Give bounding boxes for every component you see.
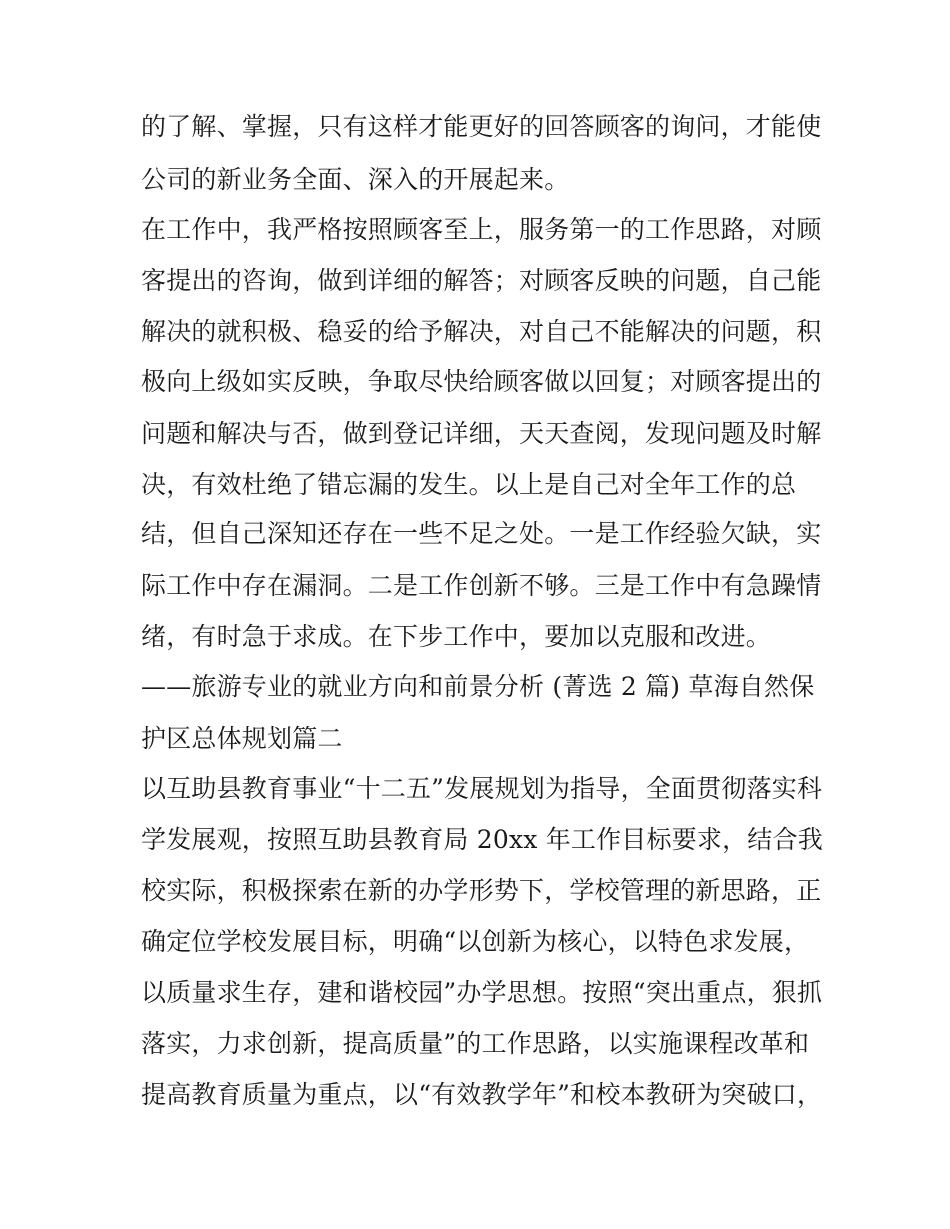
text-line: 学发展观，按照互助县教育局 20xx 年工作目标要求，结合我 [141,825,823,854]
text-line: 绪，有时急于求成。在下步工作中，要加以克服和改进。 [141,622,772,651]
text-line: 结，但自己深知还存在一些不足之处。一是工作经验欠缺，实 [141,519,822,548]
text-line: 决，有效杜绝了错忘漏的发生。以上是自己对全年工作的总 [141,470,797,499]
text-line: 在工作中，我严格按照顾客至上，服务第一的工作思路，对顾 [141,215,822,244]
text-line: 问题和解决与否，做到登记详细，天天查阅，发现问题及时解 [141,419,822,448]
section-heading: 护区总体规划篇二 [141,724,343,753]
text-line: 客提出的咨询，做到详细的解答；对顾客反映的问题，自己能 [141,266,822,295]
text-line: 确定位学校发展目标，明确“以创新为核心，以特色求发展， [141,927,810,956]
text-line: 解决的就积极、稳妥的给予解决，对自己不能解决的问题，积 [141,317,822,346]
text-line: 极向上级如实反映，争取尽快给顾客做以回复；对顾客提出的 [141,367,822,396]
text-line: 提高教育质量为重点，以“有效教学年”和校本教研为突破口， [141,1080,823,1109]
text-line: 以互助县教育事业“十二五”发展规划为指导，全面贯彻落实科 [141,774,823,803]
text-line: 校实际，积极探索在新的办学形势下，学校管理的新思路，正 [141,876,822,905]
text-line: 的了解、掌握，只有这样才能更好的回答顾客的询问，才能使 [141,112,822,141]
text-line: 际工作中存在漏洞。二是工作创新不够。三是工作中有急躁情 [141,571,822,600]
text-line: 公司的新业务全面、深入的开展起来。 [141,165,570,194]
text-line: 以质量求生存，建和谐校园”办学思想。按照“突出重点，狠抓 [141,978,823,1007]
text-line: ——旅游专业的就业方向和前景分析 (菁选 2 篇) 草海自然保 [141,672,815,701]
text-line: 落实，力求创新，提高质量”的工作思路，以实施课程改革和 [141,1029,810,1058]
